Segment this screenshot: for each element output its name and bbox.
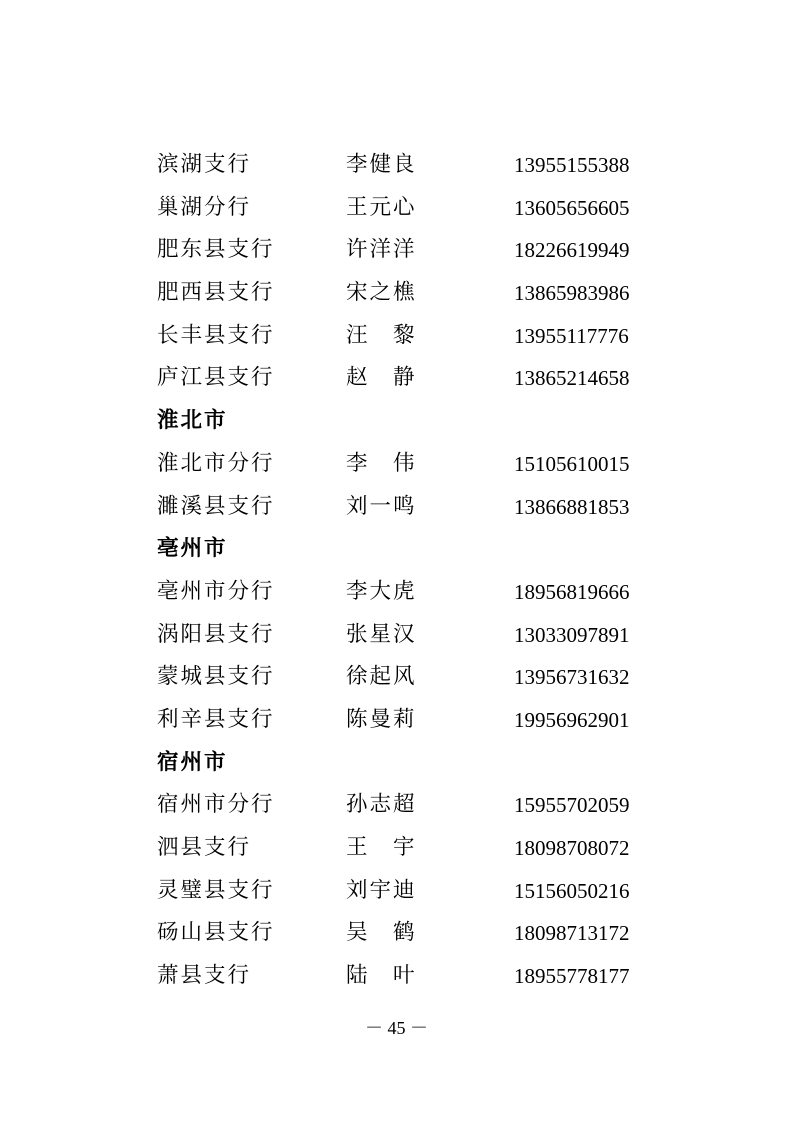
phone-number: 15105610015: [514, 451, 630, 476]
branch-name: 利辛县支行: [157, 706, 275, 732]
branch-name: 长丰县支行: [157, 322, 275, 348]
phone-number: 13033097891: [514, 622, 630, 647]
branch-name: 庐江县支行: [157, 365, 275, 391]
phone-number: 15955702059: [514, 793, 630, 818]
branch-name: 泗县支行: [157, 835, 252, 860]
contact-name: 李 伟: [346, 450, 417, 476]
branch-name: 萧县支行: [157, 963, 252, 989]
contact-name: 许洋洋: [346, 237, 417, 263]
contact-row: [0, 571, 793, 614]
contact-row: [0, 144, 793, 187]
branch-name: 肥东县支行: [157, 237, 275, 263]
branch-name: 蒙城县支行: [157, 664, 275, 690]
contact-name: 刘一鸣: [346, 493, 417, 519]
contact-row: [0, 315, 793, 358]
phone-number: 13865983986: [514, 281, 630, 306]
branch-name: 宿州市分行: [157, 792, 275, 818]
contact-list: [0, 144, 793, 998]
phone-number: 13605656605: [514, 195, 630, 220]
contact-row: [0, 229, 793, 272]
branch-name: 滨湖支行: [157, 152, 252, 177]
phone-number: 18956819666: [514, 579, 630, 604]
city-heading-row: [0, 528, 793, 571]
contact-name: 赵 静: [346, 365, 417, 391]
contact-row: [0, 955, 793, 998]
contact-row: [0, 912, 793, 955]
branch-name: 淮北市分行: [157, 450, 275, 476]
contact-name: 李健良: [346, 152, 417, 177]
phone-number: 13865214658: [514, 366, 630, 391]
contact-name: 徐起风: [346, 664, 417, 690]
branch-name: 亳州市分行: [157, 578, 275, 604]
contact-row: [0, 187, 793, 230]
phone-number: 18098708072: [514, 836, 630, 860]
contact-name: 刘宇迪: [346, 877, 417, 903]
contact-name: 宋之樵: [346, 280, 417, 306]
contact-row: [0, 272, 793, 315]
contact-name: 李大虎: [346, 578, 417, 604]
contact-name: 吴 鹤: [346, 920, 417, 946]
contact-name: 陆 叶: [346, 963, 417, 989]
branch-name: 肥西县支行: [157, 280, 275, 306]
city-heading: 淮北市: [157, 408, 228, 434]
contact-row: [0, 784, 793, 827]
contact-row: [0, 614, 793, 657]
city-heading: 宿州市: [157, 749, 228, 775]
contact-name: 孙志超: [346, 792, 417, 818]
branch-name: 巢湖分行: [157, 194, 252, 220]
phone-number: 13956731632: [514, 665, 630, 690]
contact-row: [0, 827, 793, 870]
phone-number: 13955117776: [514, 323, 629, 348]
branch-name: 濉溪县支行: [157, 493, 275, 519]
contact-name: 王元心: [346, 194, 417, 220]
contact-row: [0, 656, 793, 699]
contact-name: 王 宇: [346, 835, 417, 860]
contact-row: [0, 357, 793, 400]
page-number: － 45 －: [365, 1018, 428, 1038]
contact-row: [0, 870, 793, 913]
contact-row: [0, 486, 793, 529]
phone-number: 15156050216: [514, 878, 630, 903]
phone-number: 13955155388: [514, 153, 630, 177]
phone-number: 19956962901: [514, 707, 630, 732]
city-heading: 亳州市: [157, 536, 228, 562]
contact-row: [0, 443, 793, 486]
phone-number: 13866881853: [514, 494, 630, 519]
contact-row: [0, 699, 793, 742]
contact-name: 张星汉: [346, 621, 417, 647]
city-heading-row: [0, 742, 793, 785]
city-heading-row: [0, 400, 793, 443]
phone-number: 18955778177: [514, 964, 630, 989]
phone-number: 18226619949: [514, 238, 630, 263]
phone-number: 18098713172: [514, 921, 630, 946]
contact-name: 汪 黎: [346, 322, 417, 348]
branch-name: 砀山县支行: [157, 920, 275, 946]
contact-name: 陈曼莉: [346, 706, 417, 732]
branch-name: 灵璧县支行: [157, 877, 275, 903]
branch-name: 涡阳县支行: [157, 621, 275, 647]
